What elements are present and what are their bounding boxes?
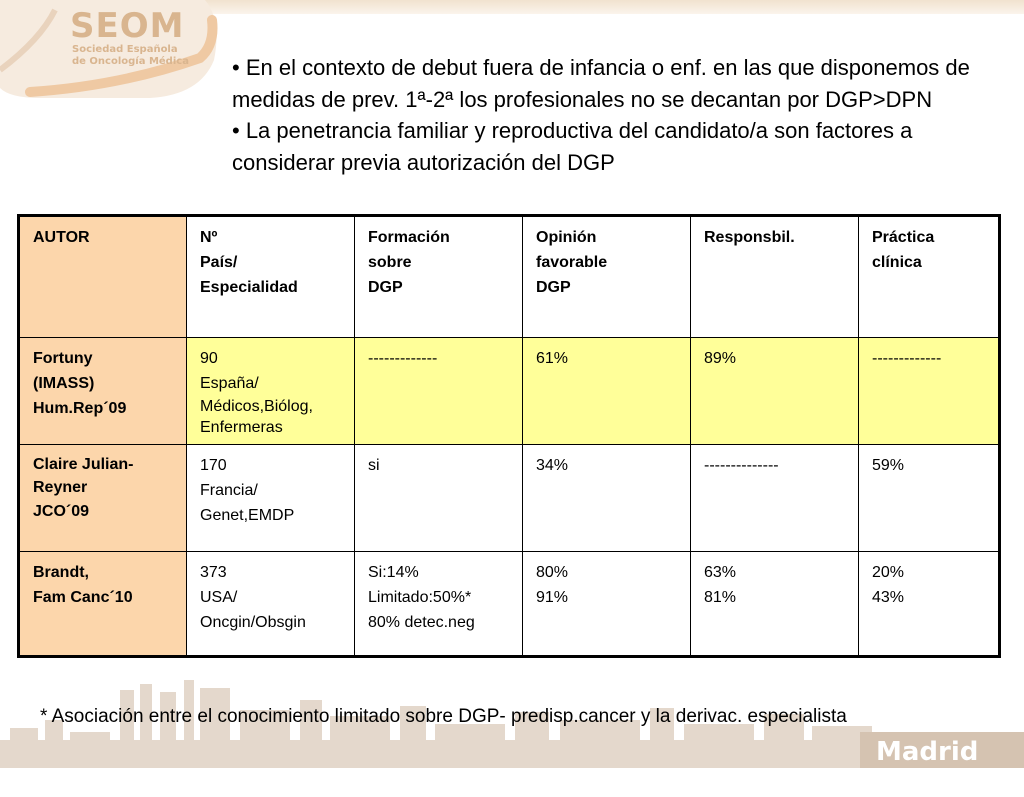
cell-formacion: -------------	[355, 338, 523, 445]
cell-formacion: Si:14% Limitado:50%* 80% detec.neg	[355, 552, 523, 657]
footer-year: 2010	[876, 767, 943, 797]
cell-practica: -------------	[859, 338, 1000, 445]
cell-n-pais: 90 España/ Médicos,Biólog, Enfermeras	[187, 338, 355, 445]
cell-formacion: si	[355, 445, 523, 552]
header-n-pais: Nº País/ Especialidad	[187, 216, 355, 338]
cell-responsabilidad: --------------	[691, 445, 859, 552]
cell-opinion: 80% 91%	[523, 552, 691, 657]
footer-city: Madrid	[876, 737, 979, 767]
logo-title: SEOM	[70, 6, 185, 46]
logo-subtitle-line1: Sociedad Española	[72, 44, 178, 55]
header-formacion: Formación sobre DGP	[355, 216, 523, 338]
header-responsabilidad: Responsbil.	[691, 216, 859, 338]
logo-subtitle-line2: de Oncología Médica	[72, 56, 189, 67]
table-row	[19, 445, 1000, 552]
cell-n-pais: 373 USA/ Oncgin/Obsgin	[187, 552, 355, 657]
cell-practica: 59%	[859, 445, 1000, 552]
cell-responsabilidad: 63% 81%	[691, 552, 859, 657]
cell-autor: Claire Julian-Reyner JCO´09	[19, 445, 187, 552]
seom-logo	[0, 0, 232, 100]
bullet-item: • En el contexto de debut fuera de infancia o enf. en las que disponemos de medidas de prev. 1ª-2ª los profesionales no se decantan por DGP>DPN	[232, 55, 970, 112]
table-header-row	[19, 216, 1000, 338]
cell-autor: Fortuny (IMASS) Hum.Rep´09	[19, 338, 187, 445]
footer-brand	[876, 737, 1024, 797]
dgp-studies-table	[17, 214, 1001, 658]
table-row	[19, 338, 1000, 445]
cell-opinion: 61%	[523, 338, 691, 445]
cell-autor: Brandt, Fam Canc´10	[19, 552, 187, 657]
bullet-item: • La penetrancia familiar y reproductiva del candidato/a son factores a considerar previa autorización del DGP	[232, 118, 913, 175]
table-row	[19, 552, 1000, 657]
cell-responsabilidad: 89%	[691, 338, 859, 445]
cell-n-pais: 170 Francia/ Genet,EMDP	[187, 445, 355, 552]
footnote: * Asociación entre el conocimiento limitado sobre DGP- predisp.cancer y la derivac. especialista	[40, 706, 847, 727]
cell-practica: 20% 43%	[859, 552, 1000, 657]
bullet-list	[232, 52, 1012, 178]
header-opinion: Opinión favorable DGP	[523, 216, 691, 338]
logo-subtitle	[72, 44, 202, 68]
header-practica: Práctica clínica	[859, 216, 1000, 338]
cell-opinion: 34%	[523, 445, 691, 552]
header-autor: AUTOR	[19, 216, 187, 338]
